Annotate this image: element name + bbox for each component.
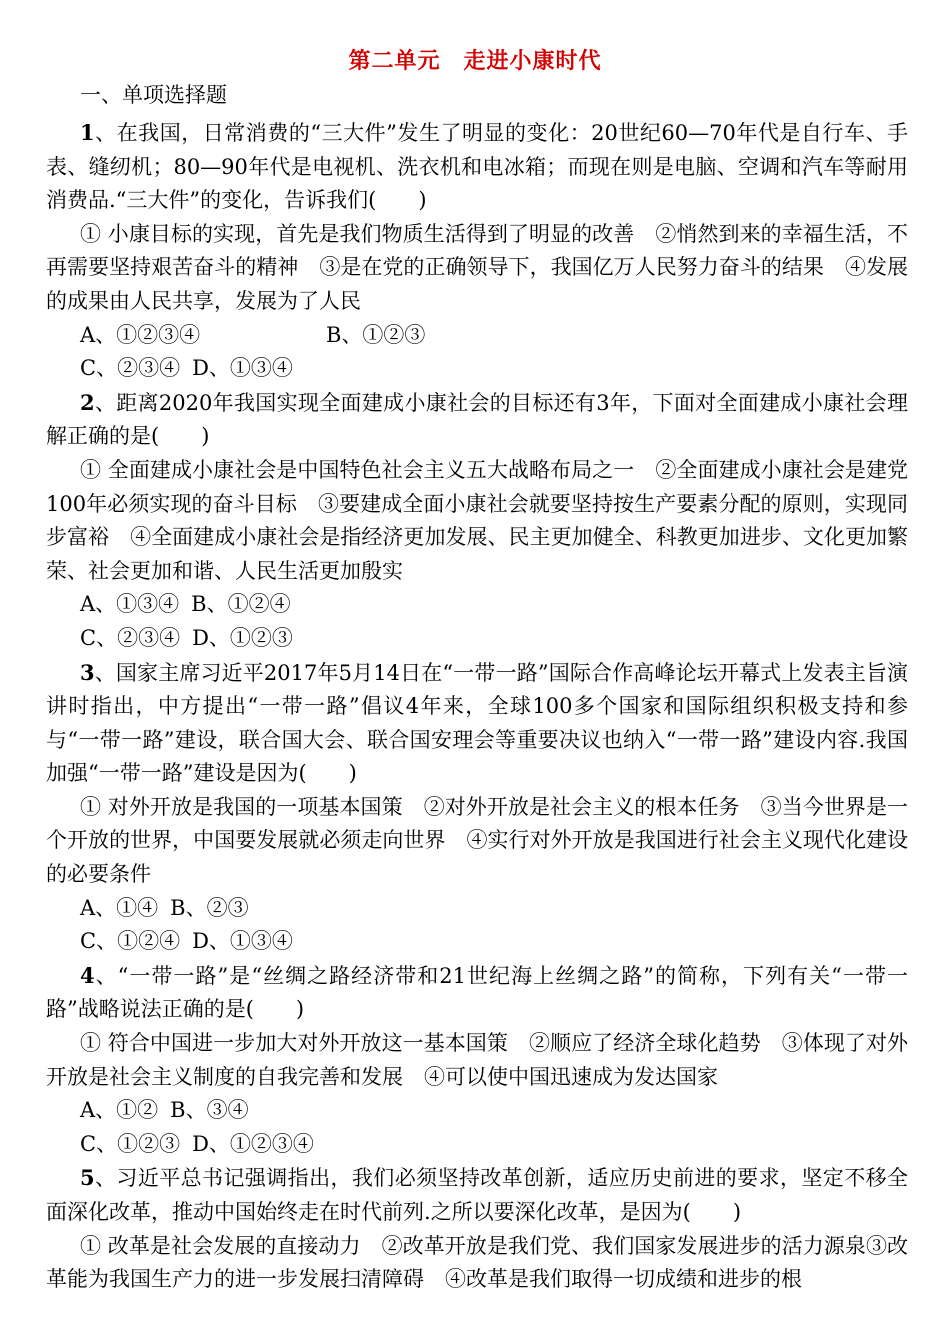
question-number: 3: [80, 659, 95, 685]
option-a: A、①③④: [80, 592, 180, 617]
question-3: [46, 656, 908, 959]
option-c: C、①②③: [80, 1131, 181, 1156]
question-5: [46, 1161, 908, 1296]
option-d: D、①②③: [192, 625, 293, 650]
question-number: 4: [80, 962, 95, 988]
options-row: [46, 319, 908, 353]
option-c: C、①②④: [80, 929, 181, 954]
question-stem: [46, 656, 908, 791]
option-b: B、③④: [170, 1098, 249, 1123]
question-2: [46, 386, 908, 656]
option-c: C、②③④: [80, 625, 181, 650]
options-row: [46, 1094, 908, 1128]
options-row: [46, 622, 908, 656]
option-d: D、①③④: [192, 929, 293, 954]
option-b: B、②③: [170, 895, 249, 920]
question-number: 1: [80, 120, 95, 145]
question-text: 、距离2020年我国实现全面建成小康社会的目标还有3年，下面对全面建成小康社会理解正确的是( ): [46, 390, 908, 449]
unit-title: 第二单元 走进小康时代: [348, 48, 602, 74]
option-c: C、②③④: [80, 356, 181, 381]
options-row: [46, 892, 908, 926]
question-stem: [46, 1161, 908, 1229]
question-stem: [46, 386, 908, 454]
question-text: 、国家主席习近平2017年5月14日在“一带一路”国际合作高峰论坛开幕式上发表主旨演讲时指出，中方提出“一带一路”倡议4年来，全球100多个国家和国际组织积极支持和参与“一带一路”建设，联合国大会、联合国安理会等重要决议也纳入“一带一路”建设内容.我国加强“一带一路”建设是因为( ): [46, 660, 908, 786]
options-row: [46, 352, 908, 386]
question-statements: ① 符合中国进一步加大对外开放这一基本国策 ②顺应了经济全球化趋势 ③体现了对外开放是社会主义制度的自我完善和发展 ④可以使中国迅速成为发达国家: [46, 1031, 908, 1089]
question-stem: [46, 116, 908, 218]
option-d: D、①②③④: [192, 1131, 314, 1156]
question-text: 、习近平总书记强调指出，我们必须坚持改革创新，适应历史前进的要求，坚定不移全面深化改革，推动中国始终走在时代前列.之所以要深化改革，是因为( ): [46, 1166, 908, 1224]
section-heading: 一、单项选择题: [80, 83, 227, 107]
question-text: 、在我国，日常消费的“三大件”发生了明显的变化：20世纪60—70年代是自行车、手表、缝纫机；80—90年代是电视机、洗衣机和电冰箱；而现在则是电脑、空调和汽车等耐用消费品.“三大件”的变化，告诉我们( ): [46, 121, 908, 213]
option-a: A、①②③④: [80, 322, 201, 347]
question-1: [46, 116, 908, 386]
question-4: [46, 959, 908, 1162]
question-statements: ① 小康目标的实现，首先是我们物质生活得到了明显的改善 ②悄然到来的幸福生活，不再需要坚持艰苦奋斗的精神 ③是在党的正确领导下，我国亿万人民努力奋斗的结果 ④发展的成果由人民共享，发展为了人民: [46, 221, 908, 313]
question-statements: ① 对外开放是我国的一项基本国策 ②对外开放是社会主义的根本任务 ③当今世界是一个开放的世界，中国要发展就必须走向世界 ④实行对外开放是我国进行社会主义现代化建设的必要条件: [46, 794, 908, 887]
option-d: D、①③④: [192, 356, 293, 381]
options-row: [46, 588, 908, 622]
question-number: 5: [80, 1165, 95, 1191]
question-list: [46, 116, 908, 1297]
question-statements: ① 改革是社会发展的直接动力 ②改革开放是我们党、我们国家发展进步的活力源泉③改革能为我国生产力的进一步发展扫清障碍 ④改革是我们取得一切成绩和进步的根: [46, 1233, 908, 1292]
question-stem: [46, 959, 908, 1027]
option-b: B、①②④: [191, 592, 291, 617]
options-row: [46, 1128, 908, 1162]
question-text: 、“一带一路”是“丝绸之路经济带和21世纪海上丝绸之路”的简称，下列有关“一带一路”战略说法正确的是( ): [46, 963, 908, 1022]
question-statements: ① 全面建成小康社会是中国特色社会主义五大战略布局之一 ②全面建成小康社会是建党100年必须实现的奋斗目标 ③要建成全面小康社会就要坚持按生产要素分配的原则，实现同步富裕 ④全面建成小康社会是指经济更加发展、民主更加健全、科教更加进步、文化更加繁荣、社会更加和谐、人民生活更加殷实: [46, 457, 908, 583]
question-number: 2: [80, 389, 95, 415]
option-a: A、①②: [80, 1098, 159, 1123]
option-b: B、①②③: [326, 322, 426, 347]
options-row: [46, 925, 908, 959]
option-a: A、①④: [80, 895, 159, 920]
